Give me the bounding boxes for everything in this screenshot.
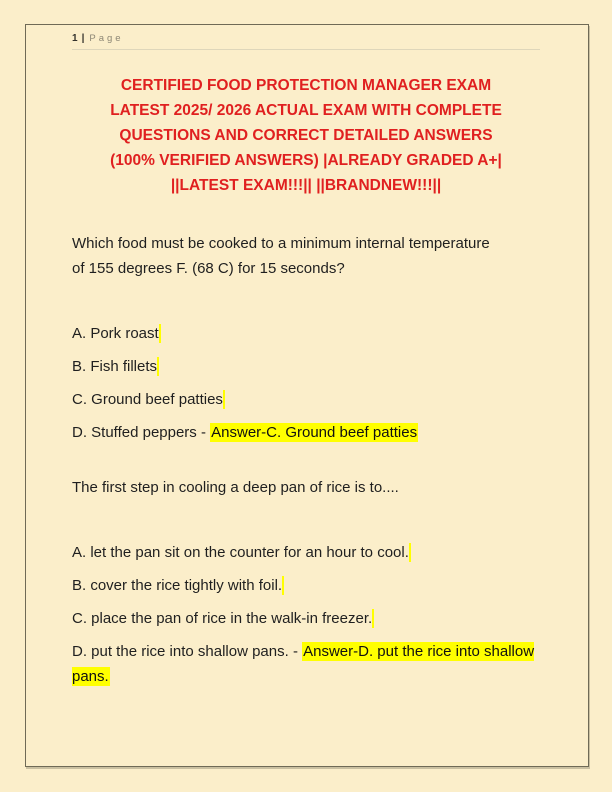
option-label: C. place the pan of rice in the walk-in freezer. bbox=[72, 610, 373, 627]
header-separator: | bbox=[81, 33, 85, 44]
option-row bbox=[72, 606, 540, 631]
option-row bbox=[72, 387, 540, 412]
answer-highlight bbox=[282, 576, 284, 595]
option-row bbox=[72, 354, 540, 379]
question-block bbox=[72, 475, 540, 689]
document-title bbox=[72, 73, 540, 198]
page-number: 1 bbox=[72, 33, 79, 44]
title-line: CERTIFIED FOOD PROTECTION MANAGER EXAM bbox=[120, 77, 492, 94]
option-label: C. Ground beef patties bbox=[72, 391, 223, 408]
answer-highlight bbox=[409, 543, 411, 562]
header-label: Page bbox=[89, 33, 124, 44]
title-line: LATEST 2025/ 2026 ACTUAL EXAM WITH COMPLETE bbox=[110, 102, 502, 119]
option-row bbox=[72, 639, 540, 689]
option-label: D. put the rice into shallow pans. - bbox=[72, 643, 303, 660]
options-list bbox=[72, 321, 540, 445]
option-label: A. Pork roast bbox=[72, 325, 159, 342]
answer-highlight bbox=[157, 357, 159, 376]
option-row bbox=[72, 321, 540, 346]
question-block bbox=[72, 231, 540, 445]
answer-highlight: Answer-C. Ground beef patties bbox=[211, 424, 418, 441]
answer-highlight bbox=[223, 390, 225, 409]
option-row bbox=[72, 573, 540, 598]
title-line: ||LATEST EXAM!!!|| ||BRANDNEW!!!|| bbox=[170, 177, 442, 194]
option-label: B. Fish fillets bbox=[72, 358, 158, 375]
option-row bbox=[72, 420, 540, 445]
option-label: B. cover the rice tightly with foil. bbox=[72, 577, 283, 594]
title-line: QUESTIONS AND CORRECT DETAILED ANSWERS bbox=[119, 127, 493, 144]
options-list bbox=[72, 540, 540, 689]
option-label: D. Stuffed peppers - bbox=[72, 424, 211, 441]
option-label: A. let the pan sit on the counter for an hour to cool. bbox=[72, 544, 409, 561]
answer-highlight: Answer-D. put the rice into shallow pans. bbox=[72, 643, 535, 685]
page-header bbox=[72, 33, 540, 50]
answer-highlight bbox=[159, 324, 161, 343]
question-text: The first step in cooling a deep pan of rice is to.... bbox=[72, 479, 399, 496]
page-content bbox=[72, 33, 540, 697]
option-row bbox=[72, 540, 540, 565]
question-text: Which food must be cooked to a minimum internal temperature of 155 degrees F. (68 C) for 15 seconds? bbox=[72, 235, 490, 277]
title-line: (100% VERIFIED ANSWERS) |ALREADY GRADED A+| bbox=[110, 152, 502, 169]
answer-highlight bbox=[372, 609, 374, 628]
